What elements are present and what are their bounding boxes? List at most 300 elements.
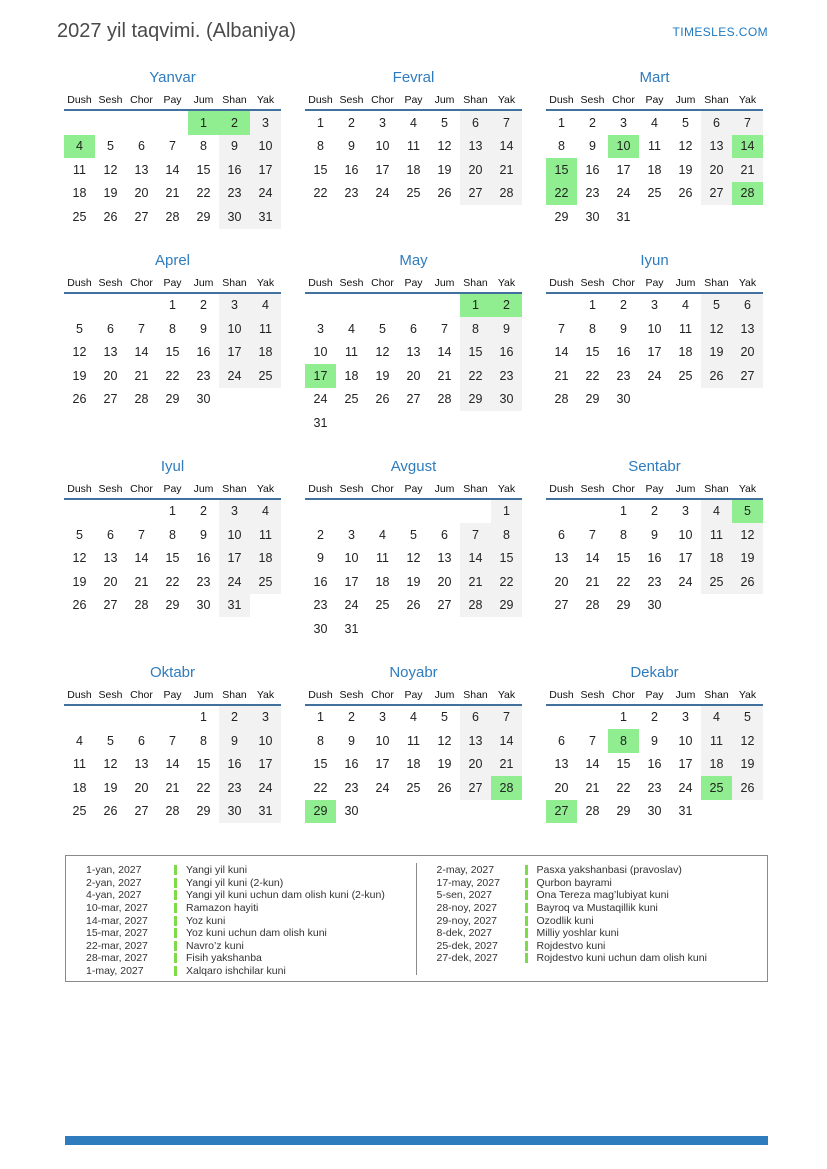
day-cell: 7: [732, 111, 763, 135]
day-cell: 7: [589, 733, 596, 748]
weekday-header: Sesh: [339, 482, 364, 495]
weekday-header: Shan: [704, 482, 729, 495]
day-cell: 15: [616, 551, 631, 566]
weekday-header: Jum: [675, 94, 696, 106]
day-cell: 24: [616, 186, 631, 201]
day-cell: 12: [406, 551, 421, 566]
day-cell: 9: [348, 139, 355, 154]
day-cell: 28: [134, 598, 149, 613]
day-cell: 21: [437, 368, 452, 383]
day-cell: 15: [585, 345, 600, 360]
week-row: [546, 135, 763, 159]
day-cell: 23: [585, 186, 600, 201]
day-cell: 30: [313, 621, 328, 636]
day-cell: 16: [344, 162, 359, 177]
week-row: [305, 776, 522, 800]
day-cell: 12: [72, 345, 87, 360]
day-cell: 14: [134, 345, 149, 360]
day-cell: 22: [616, 574, 631, 589]
week-row: [305, 364, 522, 388]
day-cell: 4: [651, 115, 658, 130]
weekday-header: Sesh: [580, 276, 605, 289]
legend-date: 17-may, 2027: [436, 876, 500, 889]
day-cell: 16: [585, 162, 600, 177]
day-cell: 30: [647, 598, 662, 613]
weekday-header: Shan: [463, 276, 488, 289]
weekday-header: Yak: [256, 94, 275, 106]
day-cell: 13: [554, 757, 569, 772]
day-cell: 29: [460, 388, 491, 412]
day-cell: 26: [437, 780, 452, 795]
day-cell: 5: [76, 527, 83, 542]
day-cell: 20: [437, 574, 452, 589]
legend-holiday-name: Yoz kuni: [186, 914, 226, 927]
legend-holiday-name: Fisih yakshanba: [186, 952, 262, 965]
day-cell: 6: [107, 527, 114, 542]
weekday-header: Shan: [704, 688, 729, 701]
weekday-header: Chor: [371, 94, 394, 106]
day-cell: 21: [165, 186, 180, 201]
week-row: [64, 800, 281, 824]
day-cell-empty: [367, 294, 398, 318]
day-cell: 28: [165, 804, 180, 819]
legend-holiday-name: Yoz kuni uchun dam olish kuni: [186, 927, 327, 940]
day-cell: 28: [460, 594, 491, 618]
legend-row: [437, 902, 760, 915]
day-cell: 10: [678, 733, 693, 748]
day-cell: 30: [219, 205, 250, 229]
weekday-header: Jum: [193, 276, 214, 289]
day-cell: 15: [313, 162, 328, 177]
day-cell-empty: [367, 411, 398, 435]
day-cell: 16: [196, 551, 211, 566]
day-cell: 27: [134, 804, 149, 819]
day-cell: 26: [103, 804, 118, 819]
day-cell: 12: [103, 162, 118, 177]
legend-tick-icon: [525, 941, 528, 951]
day-cell: 5: [379, 321, 386, 336]
day-cell: 6: [138, 733, 145, 748]
day-cell: 4: [250, 500, 281, 524]
legend-date: 28-mar, 2027: [86, 952, 148, 965]
day-cell: 26: [72, 392, 87, 407]
day-cell-empty: [64, 111, 95, 135]
day-cell: 23: [344, 186, 359, 201]
day-cell: 24: [678, 574, 693, 589]
day-cell-empty: [157, 111, 188, 135]
day-cell: 29: [616, 598, 631, 613]
day-cell: 1: [460, 294, 491, 318]
day-cell: 20: [732, 341, 763, 365]
day-cell: 24: [647, 368, 662, 383]
month-sentabr: [546, 456, 763, 641]
day-cell-empty: [491, 411, 522, 435]
month-may: [305, 250, 522, 435]
day-cell: 24: [375, 186, 390, 201]
day-cell: 17: [250, 158, 281, 182]
day-cell: 15: [460, 341, 491, 365]
month-iyun: [546, 250, 763, 435]
legend-tick-icon: [174, 928, 177, 938]
day-cell: 19: [72, 368, 87, 383]
legend-holiday-name: Rojdestvo kuni uchun dam olish kuni: [536, 952, 707, 965]
month-title: May: [399, 251, 428, 269]
legend-box: [65, 855, 768, 982]
weekday-header: Jum: [675, 276, 696, 289]
day-cell: 15: [196, 162, 211, 177]
weekday-header: Jum: [434, 276, 455, 289]
week-row: [546, 729, 763, 753]
weekday-header: Dush: [549, 688, 574, 701]
day-cell: 13: [460, 729, 491, 753]
weekday-header: Chor: [612, 482, 635, 495]
day-cell: 26: [701, 364, 732, 388]
day-cell: 16: [196, 345, 211, 360]
day-cell: 9: [491, 317, 522, 341]
legend-holiday-name: Milliy yoshlar kuni: [536, 927, 619, 940]
legend-row: [86, 927, 408, 940]
weekday-header-row: [64, 686, 281, 706]
day-cell: 29: [491, 594, 522, 618]
day-cell: 2: [200, 504, 207, 519]
day-cell-empty: [670, 388, 701, 412]
day-cell: 2: [651, 710, 658, 725]
day-cell: 21: [554, 368, 569, 383]
day-cell: 5: [410, 527, 417, 542]
day-cell: 10: [219, 317, 250, 341]
day-cell: 13: [554, 551, 569, 566]
legend-row: [437, 914, 760, 927]
day-cell-empty: [64, 294, 95, 318]
legend-tick-icon: [525, 903, 528, 913]
weekday-header: Yak: [497, 688, 516, 701]
day-cell: 28: [491, 776, 522, 800]
day-cell: 17: [375, 162, 390, 177]
day-cell: 19: [732, 753, 763, 777]
weekday-header: Sesh: [580, 688, 605, 701]
week-row: [546, 523, 763, 547]
weekday-header: Pay: [163, 482, 182, 495]
day-cell: 19: [732, 547, 763, 571]
day-cell: 10: [678, 527, 693, 542]
legend-tick-icon: [525, 878, 528, 888]
day-cell: 17: [219, 341, 250, 365]
day-cell: 10: [313, 345, 328, 360]
legend-tick-icon: [174, 890, 177, 900]
day-cell: 5: [732, 706, 763, 730]
day-cell: 27: [732, 364, 763, 388]
weekday-header: Shan: [222, 276, 247, 289]
day-cell: 20: [554, 574, 569, 589]
day-cell-empty: [577, 500, 608, 524]
day-cell: 17: [219, 547, 250, 571]
day-cell: 25: [647, 186, 662, 201]
week-row: [546, 317, 763, 341]
day-cell-empty: [546, 706, 577, 730]
day-cell: 23: [313, 598, 328, 613]
brand-link[interactable]: TIMESLES.COM: [672, 24, 768, 39]
day-cell: 18: [406, 162, 421, 177]
day-cell: 3: [219, 500, 250, 524]
day-cell: 19: [437, 757, 452, 772]
week-row: [305, 594, 522, 618]
day-cell: 20: [460, 753, 491, 777]
day-cell: 22: [196, 780, 211, 795]
day-cell: 8: [589, 321, 596, 336]
day-cell: 10: [250, 729, 281, 753]
day-cell: 20: [554, 780, 569, 795]
day-cell: 8: [317, 733, 324, 748]
week-row: [64, 294, 281, 318]
day-cell: 18: [678, 345, 693, 360]
week-row: [546, 800, 763, 824]
week-row: [546, 364, 763, 388]
day-cell: 3: [348, 527, 355, 542]
weekday-header-row: [546, 274, 763, 294]
day-cell: 12: [732, 729, 763, 753]
day-cell: 29: [554, 209, 569, 224]
weekday-header: Dush: [308, 482, 333, 495]
weekday-header: Chor: [371, 482, 394, 495]
day-cell-empty: [460, 500, 491, 524]
legend-row: [86, 914, 408, 927]
day-cell: 19: [406, 574, 421, 589]
day-cell-empty: [546, 294, 577, 318]
weekday-header: Sesh: [580, 482, 605, 495]
day-cell-empty: [639, 205, 670, 229]
day-cell: 16: [491, 341, 522, 365]
day-cell: 23: [196, 368, 211, 383]
weekday-header-row: [64, 91, 281, 111]
week-row: [305, 617, 522, 641]
day-cell: 17: [375, 757, 390, 772]
day-cell: 23: [647, 780, 662, 795]
day-cell: 5: [682, 115, 689, 130]
page-title: 2027 yil taqvimi. (Albaniya): [57, 20, 296, 42]
legend-date: 2-yan, 2027: [86, 876, 142, 889]
day-cell-empty: [250, 388, 281, 412]
day-cell: 25: [250, 364, 281, 388]
legend-row: [86, 889, 408, 902]
week-row: [305, 706, 522, 730]
day-cell: 6: [460, 706, 491, 730]
week-row: [546, 706, 763, 730]
day-cell-empty: [429, 800, 460, 824]
weekday-header: Dush: [308, 688, 333, 701]
day-cell: 21: [134, 368, 149, 383]
day-cell: 4: [410, 710, 417, 725]
legend-holiday-name: Yangi yil kuni: [186, 864, 248, 877]
weekday-header-row: [64, 274, 281, 294]
day-cell: 22: [313, 186, 328, 201]
week-row: [546, 294, 763, 318]
day-cell-empty: [701, 205, 732, 229]
day-cell: 24: [219, 570, 250, 594]
week-row: [546, 341, 763, 365]
day-cell: 12: [701, 317, 732, 341]
day-cell: 20: [103, 574, 118, 589]
legend-row: [437, 952, 760, 965]
day-cell: 8: [491, 523, 522, 547]
weekday-header: Sesh: [339, 94, 364, 106]
day-cell: 14: [491, 135, 522, 159]
day-cell: 18: [647, 162, 662, 177]
day-cell: 6: [138, 139, 145, 154]
weekday-header: Pay: [645, 276, 664, 289]
day-cell: 21: [165, 780, 180, 795]
day-cell: 9: [589, 139, 596, 154]
day-cell: 19: [678, 162, 693, 177]
day-cell: 23: [616, 368, 631, 383]
day-cell-empty: [732, 594, 763, 618]
week-row: [546, 753, 763, 777]
day-cell: 7: [460, 523, 491, 547]
day-cell: 28: [437, 392, 452, 407]
week-row: [64, 111, 281, 135]
legend-date: 14-mar, 2027: [86, 914, 148, 927]
day-cell-empty: [126, 500, 157, 524]
day-cell-empty: [336, 500, 367, 524]
day-cell: 30: [196, 598, 211, 613]
legend-col-left: [66, 863, 417, 978]
day-cell: 14: [165, 162, 180, 177]
day-cell: 26: [375, 392, 390, 407]
day-cell: 28: [165, 209, 180, 224]
day-cell: 21: [491, 158, 522, 182]
weekday-header: Chor: [371, 276, 394, 289]
weekday-header: Dush: [67, 482, 92, 495]
day-cell-empty: [367, 800, 398, 824]
weekday-header: Dush: [549, 276, 574, 289]
day-cell: 5: [732, 500, 763, 524]
week-row: [64, 341, 281, 365]
day-cell-empty: [126, 294, 157, 318]
day-cell: 2: [651, 504, 658, 519]
day-cell: 4: [410, 115, 417, 130]
week-row: [546, 500, 763, 524]
month-title: Dekabr: [630, 663, 679, 681]
week-row: [64, 729, 281, 753]
weekday-header-row: [546, 91, 763, 111]
week-row: [546, 594, 763, 618]
day-cell: 22: [616, 780, 631, 795]
day-cell: 31: [250, 205, 281, 229]
day-cell: 6: [701, 111, 732, 135]
day-cell: 22: [165, 574, 180, 589]
week-row: [64, 317, 281, 341]
day-cell: 31: [344, 621, 359, 636]
weekday-header: Yak: [738, 482, 757, 495]
day-cell: 1: [589, 298, 596, 313]
day-cell: 29: [165, 392, 180, 407]
day-cell: 28: [585, 598, 600, 613]
weekday-header: Jum: [193, 688, 214, 701]
week-row: [305, 388, 522, 412]
day-cell: 22: [165, 368, 180, 383]
day-cell: 20: [103, 368, 118, 383]
day-cell: 6: [410, 321, 417, 336]
day-cell-empty: [367, 617, 398, 641]
day-cell: 16: [647, 757, 662, 772]
day-cell: 27: [546, 800, 577, 824]
weekday-header: Chor: [130, 688, 153, 701]
day-cell: 12: [678, 139, 693, 154]
weekday-header: Shan: [463, 94, 488, 106]
weekday-header: Dush: [67, 688, 92, 701]
day-cell: 18: [375, 574, 390, 589]
day-cell: 11: [345, 345, 358, 360]
week-row: [64, 523, 281, 547]
legend-tick-icon: [174, 916, 177, 926]
day-cell: 5: [701, 294, 732, 318]
week-row: [305, 182, 522, 206]
day-cell: 29: [585, 392, 600, 407]
day-cell: 25: [72, 804, 87, 819]
weekday-header: Dush: [549, 482, 574, 495]
day-cell-empty: [64, 500, 95, 524]
weekday-header: Pay: [163, 276, 182, 289]
day-cell: 1: [169, 298, 176, 313]
month-title: Iyul: [160, 457, 185, 475]
day-cell: 4: [348, 321, 355, 336]
day-cell: 7: [558, 321, 565, 336]
day-cell-empty: [95, 111, 126, 135]
day-cell-empty: [95, 500, 126, 524]
weekday-header: Yak: [738, 688, 757, 701]
day-cell: 2: [348, 710, 355, 725]
day-cell: 10: [608, 135, 639, 159]
day-cell: 29: [196, 209, 211, 224]
day-cell: 11: [250, 317, 281, 341]
day-cell: 14: [134, 551, 149, 566]
day-cell: 10: [344, 551, 359, 566]
day-cell: 15: [546, 158, 577, 182]
legend-row: [86, 864, 408, 877]
legend-date: 1-may, 2027: [86, 965, 144, 978]
day-cell: 30: [491, 388, 522, 412]
day-cell: 24: [678, 780, 693, 795]
day-cell: 29: [616, 804, 631, 819]
legend-holiday-name: Ramazon hayiti: [186, 902, 259, 915]
day-cell: 25: [375, 598, 390, 613]
weekday-header: Pay: [645, 94, 664, 106]
weekday-header: Jum: [675, 688, 696, 701]
legend-row: [86, 877, 408, 890]
day-cell: 18: [250, 341, 281, 365]
day-cell: 5: [107, 733, 114, 748]
day-cell: 19: [72, 574, 87, 589]
day-cell: 27: [103, 598, 118, 613]
day-cell: 8: [169, 527, 176, 542]
day-cell: 22: [313, 780, 328, 795]
day-cell: 19: [375, 368, 390, 383]
day-cell: 8: [558, 139, 565, 154]
weekday-header: Chor: [130, 94, 153, 106]
day-cell: 17: [305, 364, 336, 388]
day-cell: 27: [406, 392, 421, 407]
day-cell: 24: [219, 364, 250, 388]
week-row: [305, 500, 522, 524]
day-cell: 20: [134, 780, 149, 795]
day-cell: 1: [558, 115, 565, 130]
legend-row: [86, 965, 408, 978]
weekday-header: Dush: [67, 276, 92, 289]
month-iyul: [64, 456, 281, 641]
weekday-header: Shan: [463, 688, 488, 701]
weekday-header: Chor: [612, 688, 635, 701]
month-title: Avgust: [390, 457, 437, 475]
day-cell: 10: [219, 523, 250, 547]
